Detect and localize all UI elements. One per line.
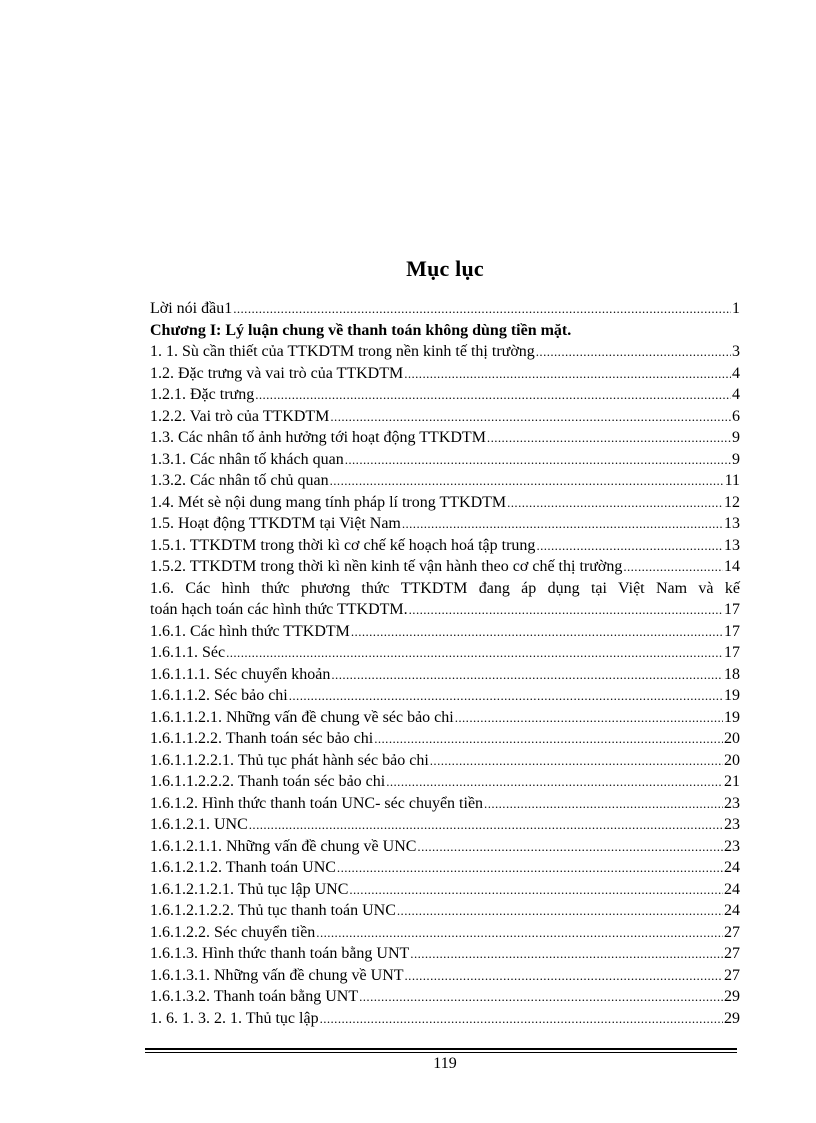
toc-leader-dots bbox=[226, 642, 723, 664]
toc-entry[interactable] bbox=[150, 449, 740, 471]
toc-entry-text: 1.2. Đặc trưng và vai trò của TTKDTM bbox=[150, 364, 404, 382]
toc-entry-text: 1.2.2. Vai trò của TTKDTM bbox=[150, 407, 330, 425]
toc-leader-dots bbox=[349, 879, 723, 901]
toc-leader-dots bbox=[249, 814, 723, 836]
toc-entry[interactable] bbox=[150, 728, 740, 750]
toc-entry-text: 1.6.1.2.2. Séc chuyển tiền bbox=[150, 923, 316, 941]
toc-leader-dots bbox=[455, 707, 723, 729]
toc-entry-page: 4 bbox=[732, 386, 740, 403]
toc-entry-page: 17 bbox=[724, 622, 740, 640]
toc-entry[interactable] bbox=[150, 986, 740, 1008]
toc-entry-text: Lời nói đầu1 bbox=[150, 300, 233, 317]
toc-entry-page: 20 bbox=[724, 730, 740, 747]
toc-entry[interactable] bbox=[150, 492, 740, 514]
toc-entry-page: 23 bbox=[724, 837, 740, 855]
toc-entry[interactable] bbox=[150, 857, 740, 879]
toc-entry-page: 19 bbox=[724, 708, 740, 726]
toc-entry-text: 1.6.1.2.1.2.2. Thủ tục thanh toán UNC bbox=[150, 902, 396, 919]
toc-entry[interactable] bbox=[150, 900, 740, 922]
toc-entry-text: 1.3. Các nhân tố ảnh hưởng tới hoạt động TTKDTM bbox=[150, 429, 486, 446]
toc-entry-text: 1.2.1. Đặc trưng bbox=[150, 386, 255, 403]
toc-leader-dots bbox=[289, 685, 723, 707]
toc-entry-text: 1. 1. Sù cần thiết của TTKDTM trong nền kinh tế thị trường bbox=[150, 343, 535, 360]
toc-entry-text: 1.6. Các hình thức phương thức TTKDTM đang áp dụng tại Việt Nam và kế bbox=[150, 579, 740, 597]
toc-entry-text: 1.6.1.1.2. Séc bảo chi bbox=[150, 687, 288, 704]
toc-entry-page: 13 bbox=[724, 536, 740, 554]
toc-entry[interactable] bbox=[150, 707, 740, 729]
toc-entry[interactable] bbox=[150, 341, 740, 363]
toc-leader-dots bbox=[536, 341, 731, 363]
toc-leader-dots bbox=[345, 449, 731, 471]
toc-entry-text: 1.6.1.1.2.2. Thanh toán séc bảo chi bbox=[150, 730, 374, 747]
toc-entry-page: 24 bbox=[724, 880, 740, 898]
toc-entry-text: 1.6.1.1.2.1. Những vấn đề chung về séc bảo chi bbox=[150, 708, 454, 726]
toc-entry-text: 1.6.1.1. Séc bbox=[150, 644, 226, 661]
toc-entry[interactable] bbox=[150, 965, 740, 987]
toc-entry-page: 14 bbox=[724, 558, 740, 575]
toc-leader-dots bbox=[410, 943, 723, 965]
toc-leader-dots bbox=[397, 900, 723, 922]
toc-leader-dots bbox=[316, 922, 723, 944]
toc-entry-text: 1.5.1. TTKDTM trong thời kì cơ chế kế hoạch hoá tập trung bbox=[150, 536, 536, 554]
toc-entry[interactable] bbox=[150, 621, 740, 643]
toc-entry[interactable] bbox=[150, 685, 740, 707]
toc-entry[interactable] bbox=[150, 556, 740, 578]
toc-entry[interactable] bbox=[150, 513, 740, 535]
toc-entry-page: 29 bbox=[724, 1009, 740, 1027]
toc-entry-page: 11 bbox=[724, 472, 740, 489]
toc-entry-text: 1.5.2. TTKDTM trong thời kì nền kinh tế vận hành theo cơ chế thị trường bbox=[150, 558, 623, 575]
toc-entry-text: 1.6.1.2.1.2. Thanh toán UNC bbox=[150, 859, 336, 876]
toc-entry-page: 21 bbox=[724, 773, 740, 790]
toc-entry-text: 1.6.1.1.2.2.1. Thủ tục phát hành séc bảo chi bbox=[150, 751, 429, 769]
footer-divider bbox=[145, 1048, 737, 1050]
toc-entry-text: 1.6.1.3.1. Những vấn đề chung về UNT bbox=[150, 966, 404, 984]
toc-entry-text: 1.6.1.3. Hình thức thanh toán bằng UNT bbox=[150, 945, 410, 962]
toc-entry[interactable] bbox=[150, 750, 740, 772]
toc-leader-dots bbox=[386, 771, 723, 793]
toc-entry-page: 24 bbox=[724, 859, 740, 876]
toc-entry-page: 1 bbox=[732, 300, 740, 317]
toc-entry[interactable] bbox=[150, 363, 740, 385]
toc-entry[interactable] bbox=[150, 664, 740, 686]
toc-leader-dots bbox=[623, 556, 723, 578]
toc-leader-dots bbox=[330, 470, 724, 492]
toc-entry-text: 1.6.1.2.1.2.1. Thủ tục lập UNC bbox=[150, 880, 349, 898]
toc-leader-dots bbox=[359, 986, 723, 1008]
toc-entry-text: 1.6.1.2.1. UNC bbox=[150, 816, 248, 833]
toc-entry-text: 1.3.1. Các nhân tố khách quan bbox=[150, 450, 344, 468]
toc-entry-text: 1.6.1.3.2. Thanh toán bằng UNT bbox=[150, 988, 359, 1005]
toc-leader-dots bbox=[404, 363, 731, 385]
toc-leader-dots bbox=[320, 1008, 723, 1030]
toc-entry[interactable] bbox=[150, 535, 740, 557]
toc-entry[interactable] bbox=[150, 922, 740, 944]
toc-entry[interactable] bbox=[150, 406, 740, 428]
toc-entry-text: Chương I: Lý luận chung về thanh toán không dùng tiền mặt. bbox=[150, 321, 572, 339]
toc-leader-dots bbox=[337, 857, 723, 879]
toc-entry-page: 6 bbox=[732, 407, 740, 425]
toc-entry[interactable] bbox=[150, 943, 740, 965]
toc-entry-text: 1.6.1. Các hình thức TTKDTM bbox=[150, 622, 350, 640]
toc-entry[interactable] bbox=[150, 1008, 740, 1030]
toc-entry-page: 27 bbox=[724, 966, 740, 984]
toc-leader-dots bbox=[430, 750, 723, 772]
toc-entry[interactable] bbox=[150, 642, 740, 664]
toc-entry-text: 1.4. Mét sè nội dung mang tính pháp lí trong TTKDTM bbox=[150, 493, 507, 511]
toc-entry-page: 23 bbox=[724, 816, 740, 833]
toc-entry-page: 27 bbox=[724, 923, 740, 941]
toc-entry-page: 17 bbox=[724, 644, 740, 661]
toc-entry[interactable] bbox=[150, 470, 740, 492]
toc-entry[interactable] bbox=[150, 814, 740, 836]
toc-entry-text: 1.6.1.2. Hình thức thanh toán UNC- séc chuyển tiền bbox=[150, 794, 484, 812]
toc-leader-dots bbox=[402, 513, 723, 535]
toc-entry-page: 9 bbox=[732, 450, 740, 468]
toc-leader-dots bbox=[487, 427, 731, 449]
toc-entry[interactable] bbox=[150, 879, 740, 901]
toc-entry-page: 23 bbox=[724, 794, 740, 812]
toc-entry-page: 29 bbox=[724, 988, 740, 1005]
toc-entry-page: 4 bbox=[732, 364, 740, 382]
toc-entry[interactable] bbox=[150, 599, 740, 621]
toc-leader-dots bbox=[417, 836, 723, 858]
toc-entry-page: 24 bbox=[724, 902, 740, 919]
toc-entry-page: 17 bbox=[724, 601, 740, 618]
toc-leader-dots bbox=[484, 793, 723, 815]
toc-leader-dots bbox=[255, 384, 731, 406]
toc-leader-dots bbox=[331, 664, 723, 686]
toc-entry-page: 9 bbox=[732, 429, 740, 446]
toc-leader-dots bbox=[536, 535, 723, 557]
toc-leader-dots bbox=[409, 599, 723, 621]
toc-entry[interactable] bbox=[150, 427, 740, 449]
toc-entry[interactable] bbox=[150, 298, 740, 320]
toc-entry[interactable] bbox=[150, 384, 740, 406]
page-title: Mục lục bbox=[406, 256, 484, 281]
toc-entry-page: 12 bbox=[724, 493, 740, 511]
toc-entry-text: 1.3.2. Các nhân tố chủ quan bbox=[150, 472, 329, 489]
toc-leader-dots bbox=[351, 621, 723, 643]
toc-entry[interactable] bbox=[150, 771, 740, 793]
toc-chapter-heading[interactable] bbox=[150, 320, 740, 342]
table-of-contents bbox=[150, 298, 740, 1029]
toc-entry-text: toán hạch toán các hình thức TTKDTM. bbox=[150, 601, 408, 618]
toc-entry[interactable] bbox=[150, 836, 740, 858]
toc-leader-dots bbox=[233, 298, 731, 320]
toc-leader-dots bbox=[405, 965, 723, 987]
toc-entry-page: 18 bbox=[724, 665, 740, 683]
toc-entry-text: 1.6.1.2.1.1. Những vấn đề chung về UNC bbox=[150, 837, 417, 855]
page-number: 119 bbox=[433, 1055, 457, 1072]
toc-entry-text: 1.6.1.1.1. Séc chuyển khoản bbox=[150, 665, 331, 683]
toc-entry-text: 1.5. Hoạt động TTKDTM tại Việt Nam bbox=[150, 515, 401, 532]
toc-entry[interactable] bbox=[150, 793, 740, 815]
footer-divider-thin bbox=[145, 1052, 737, 1053]
toc-entry-text: 1.6.1.1.2.2.2. Thanh toán séc bảo chi bbox=[150, 773, 386, 790]
toc-entry-page: 19 bbox=[724, 687, 740, 704]
toc-entry-page: 20 bbox=[724, 751, 740, 769]
toc-leader-dots bbox=[374, 728, 723, 750]
toc-entry-page: 13 bbox=[724, 515, 740, 532]
toc-entry-text: 1. 6. 1. 3. 2. 1. Thủ tục lập bbox=[150, 1009, 319, 1027]
toc-entry-page: 27 bbox=[724, 945, 740, 962]
toc-entry-wrapped-line[interactable] bbox=[150, 578, 740, 600]
toc-entry-page: 3 bbox=[732, 343, 740, 360]
toc-leader-dots bbox=[330, 406, 731, 428]
toc-leader-dots bbox=[507, 492, 723, 514]
